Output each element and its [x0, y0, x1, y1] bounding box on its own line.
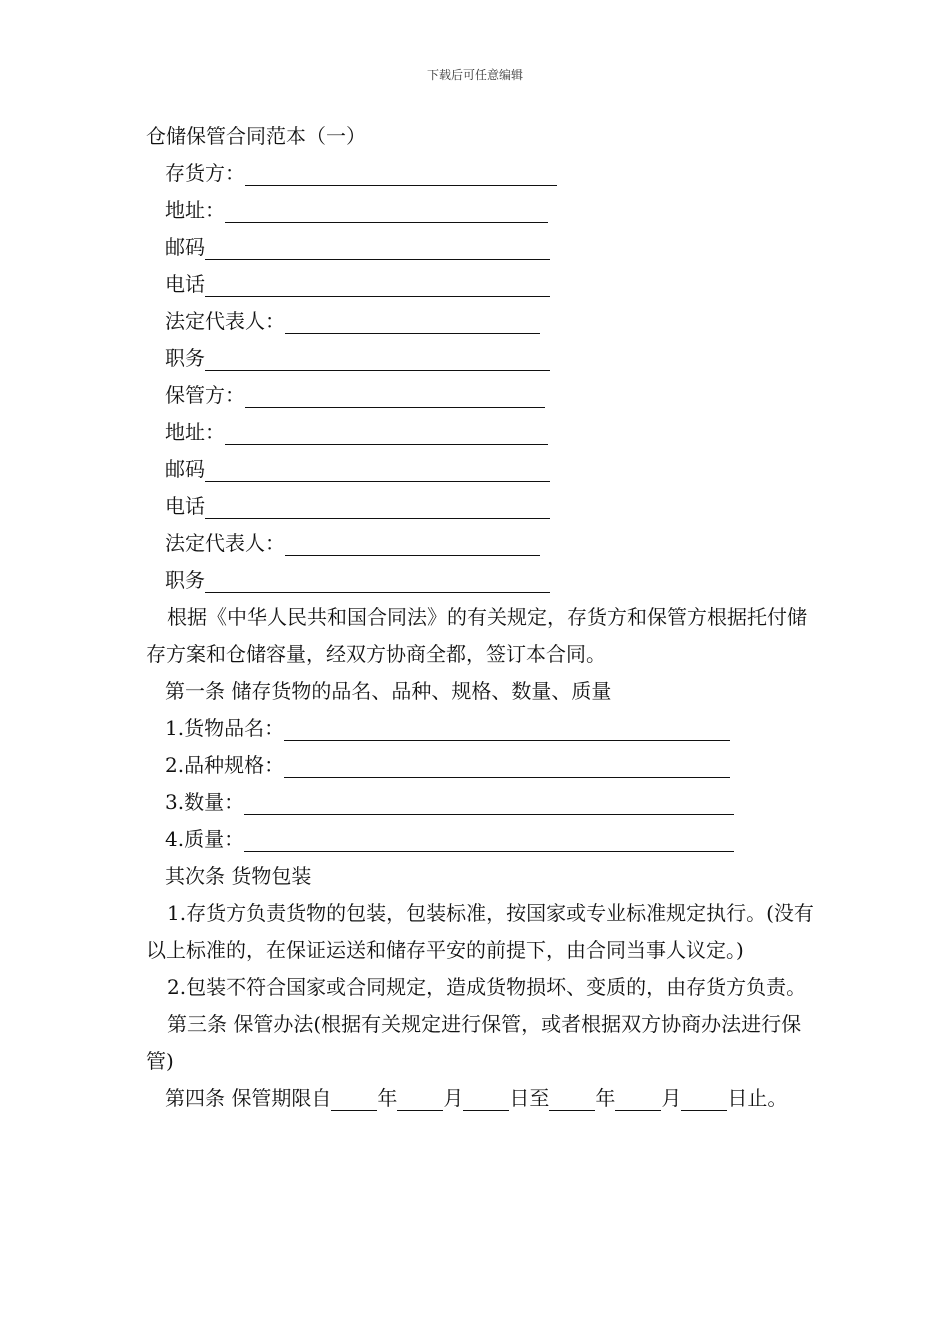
- custodian-phone-label: 电话: [165, 494, 205, 518]
- end-year-label: 年: [595, 1086, 616, 1110]
- custodian-address-blank[interactable]: [225, 414, 548, 445]
- article1-item-name-line: [146, 710, 816, 747]
- depositor-legal-rep-label: 法定代表人：: [165, 309, 285, 333]
- start-year-blank[interactable]: [331, 1080, 377, 1111]
- article1-item-quality-line: [146, 821, 816, 858]
- start-month-label: 月: [443, 1086, 464, 1110]
- start-month-blank[interactable]: [397, 1080, 443, 1111]
- custodian-postcode-label: 邮码: [165, 457, 205, 481]
- article1-item-quantity-blank[interactable]: [244, 784, 734, 815]
- custodian-postcode-blank[interactable]: [205, 451, 550, 482]
- article1-item-name-label: 1.货物品名：: [165, 716, 285, 740]
- article1-item-spec-line: [146, 747, 816, 784]
- custodian-position-blank[interactable]: [205, 562, 550, 593]
- article4-term-line: [146, 1080, 816, 1117]
- depositor-legal-rep-blank[interactable]: [285, 303, 540, 334]
- depositor-address-label: 地址：: [165, 198, 225, 222]
- depositor-phone-label: 电话: [165, 272, 205, 296]
- end-month-label: 月: [661, 1086, 682, 1110]
- article1-item-spec-blank[interactable]: [284, 747, 730, 778]
- article1-heading: 第一条 储存货物的品名、品种、规格、数量、质量: [165, 679, 612, 703]
- depositor-party-line: [146, 155, 816, 192]
- article2-paragraph-2: 2.包装不符合国家或合同规定，造成货物损坏、变质的，由存货方负责。: [167, 975, 807, 999]
- depositor-position-label: 职务: [165, 346, 205, 370]
- depositor-address-line: [146, 192, 816, 229]
- custodian-address-label: 地址：: [165, 420, 225, 444]
- article2-paragraph-1: 1.存货方负责货物的包装，包装标准，按国家或专业标准规定执行。(没有以上标准的，在保证运送和储存平安的前提下，由合同当事人议定。): [146, 901, 814, 962]
- contract-document: [146, 118, 816, 1117]
- end-day-blank[interactable]: [681, 1080, 727, 1111]
- custodian-legal-rep-label: 法定代表人：: [165, 531, 285, 555]
- start-day-blank[interactable]: [463, 1080, 509, 1111]
- custodian-phone-line: [146, 488, 816, 525]
- depositor-postcode-line: [146, 229, 816, 266]
- depositor-position-line: [146, 340, 816, 377]
- custodian-party-line: [146, 377, 816, 414]
- custodian-party-label: 保管方：: [165, 383, 245, 407]
- depositor-party-label: 存货方：: [165, 161, 245, 185]
- start-year-label: 年: [377, 1086, 398, 1110]
- custodian-postcode-line: [146, 451, 816, 488]
- depositor-address-blank[interactable]: [225, 192, 548, 223]
- article2-heading: 其次条 货物包装: [165, 864, 312, 888]
- depositor-phone-line: [146, 266, 816, 303]
- depositor-postcode-label: 邮码: [165, 235, 205, 259]
- end-day-label: 日止。: [727, 1086, 788, 1110]
- article1-item-quality-blank[interactable]: [244, 821, 734, 852]
- end-month-blank[interactable]: [615, 1080, 661, 1111]
- custodian-position-line: [146, 562, 816, 599]
- custodian-phone-blank[interactable]: [205, 488, 550, 519]
- depositor-position-blank[interactable]: [205, 340, 550, 371]
- article1-item-quantity-label: 3.数量：: [165, 790, 245, 814]
- article4-prefix: 第四条 保管期限自: [165, 1086, 332, 1110]
- depositor-postcode-blank[interactable]: [205, 229, 550, 260]
- custodian-party-blank[interactable]: [245, 377, 545, 408]
- custodian-position-label: 职务: [165, 568, 205, 592]
- preamble-paragraph: 根据《中华人民共和国合同法》的有关规定，存货方和保管方根据托付储存方案和仓储容量，经双方协商全都，签订本合同。: [146, 605, 807, 666]
- article1-item-quantity-line: [146, 784, 816, 821]
- custodian-legal-rep-line: [146, 525, 816, 562]
- start-day-label: 日至: [509, 1086, 550, 1110]
- article1-item-quality-label: 4.质量：: [165, 827, 245, 851]
- page-header: 下载后可任意编辑: [426, 68, 523, 82]
- article3-paragraph: 第三条 保管办法(根据有关规定进行保管，或者根据双方协商办法进行保管): [146, 1012, 802, 1073]
- depositor-legal-rep-line: [146, 303, 816, 340]
- article1-item-name-blank[interactable]: [284, 710, 730, 741]
- end-year-blank[interactable]: [549, 1080, 595, 1111]
- depositor-phone-blank[interactable]: [205, 266, 550, 297]
- document-title: 仓储保管合同范本（一）: [146, 124, 366, 148]
- custodian-address-line: [146, 414, 816, 451]
- article1-item-spec-label: 2.品种规格：: [165, 753, 285, 777]
- custodian-legal-rep-blank[interactable]: [285, 525, 540, 556]
- depositor-party-blank[interactable]: [245, 155, 557, 186]
